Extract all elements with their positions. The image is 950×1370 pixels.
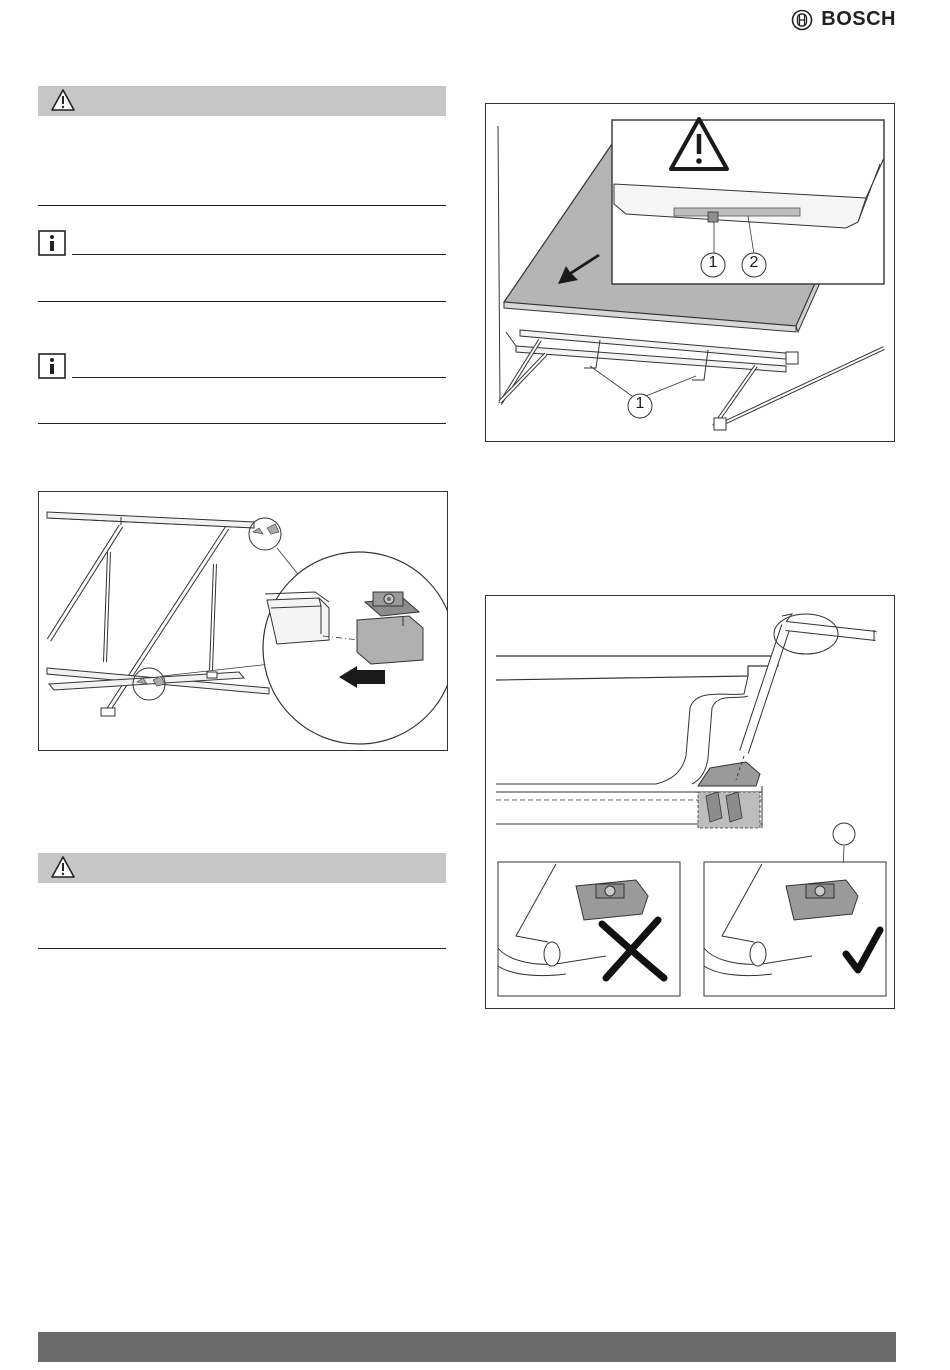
warning-bar (38, 853, 446, 883)
warning-bar (38, 86, 446, 116)
section-divider (38, 423, 446, 424)
section-divider (38, 205, 446, 206)
info-underline (72, 377, 446, 378)
cross-mark-icon (596, 916, 668, 982)
warning-triangle-icon (50, 88, 76, 112)
section-divider (38, 948, 446, 949)
footer-bar (38, 1332, 896, 1362)
brand-name: BOSCH (821, 8, 896, 30)
push-arrow-icon (339, 666, 387, 688)
info-underline (72, 254, 446, 255)
info-icon (38, 353, 66, 379)
figure-allen-key (485, 595, 895, 1009)
info-icon (38, 230, 66, 256)
callout-number: 1 (708, 254, 718, 271)
bosch-armature-icon (791, 9, 813, 31)
section-divider (38, 301, 446, 302)
figure-rail-clamp (38, 491, 448, 751)
check-mark-icon (842, 926, 884, 974)
warning-triangle-icon (50, 855, 76, 879)
figure-collector-mount (485, 103, 895, 442)
brand-logo (791, 8, 896, 31)
warning-triangle-icon (668, 116, 730, 172)
callout-number: 2 (749, 254, 759, 271)
callout-number: 1 (635, 395, 645, 412)
